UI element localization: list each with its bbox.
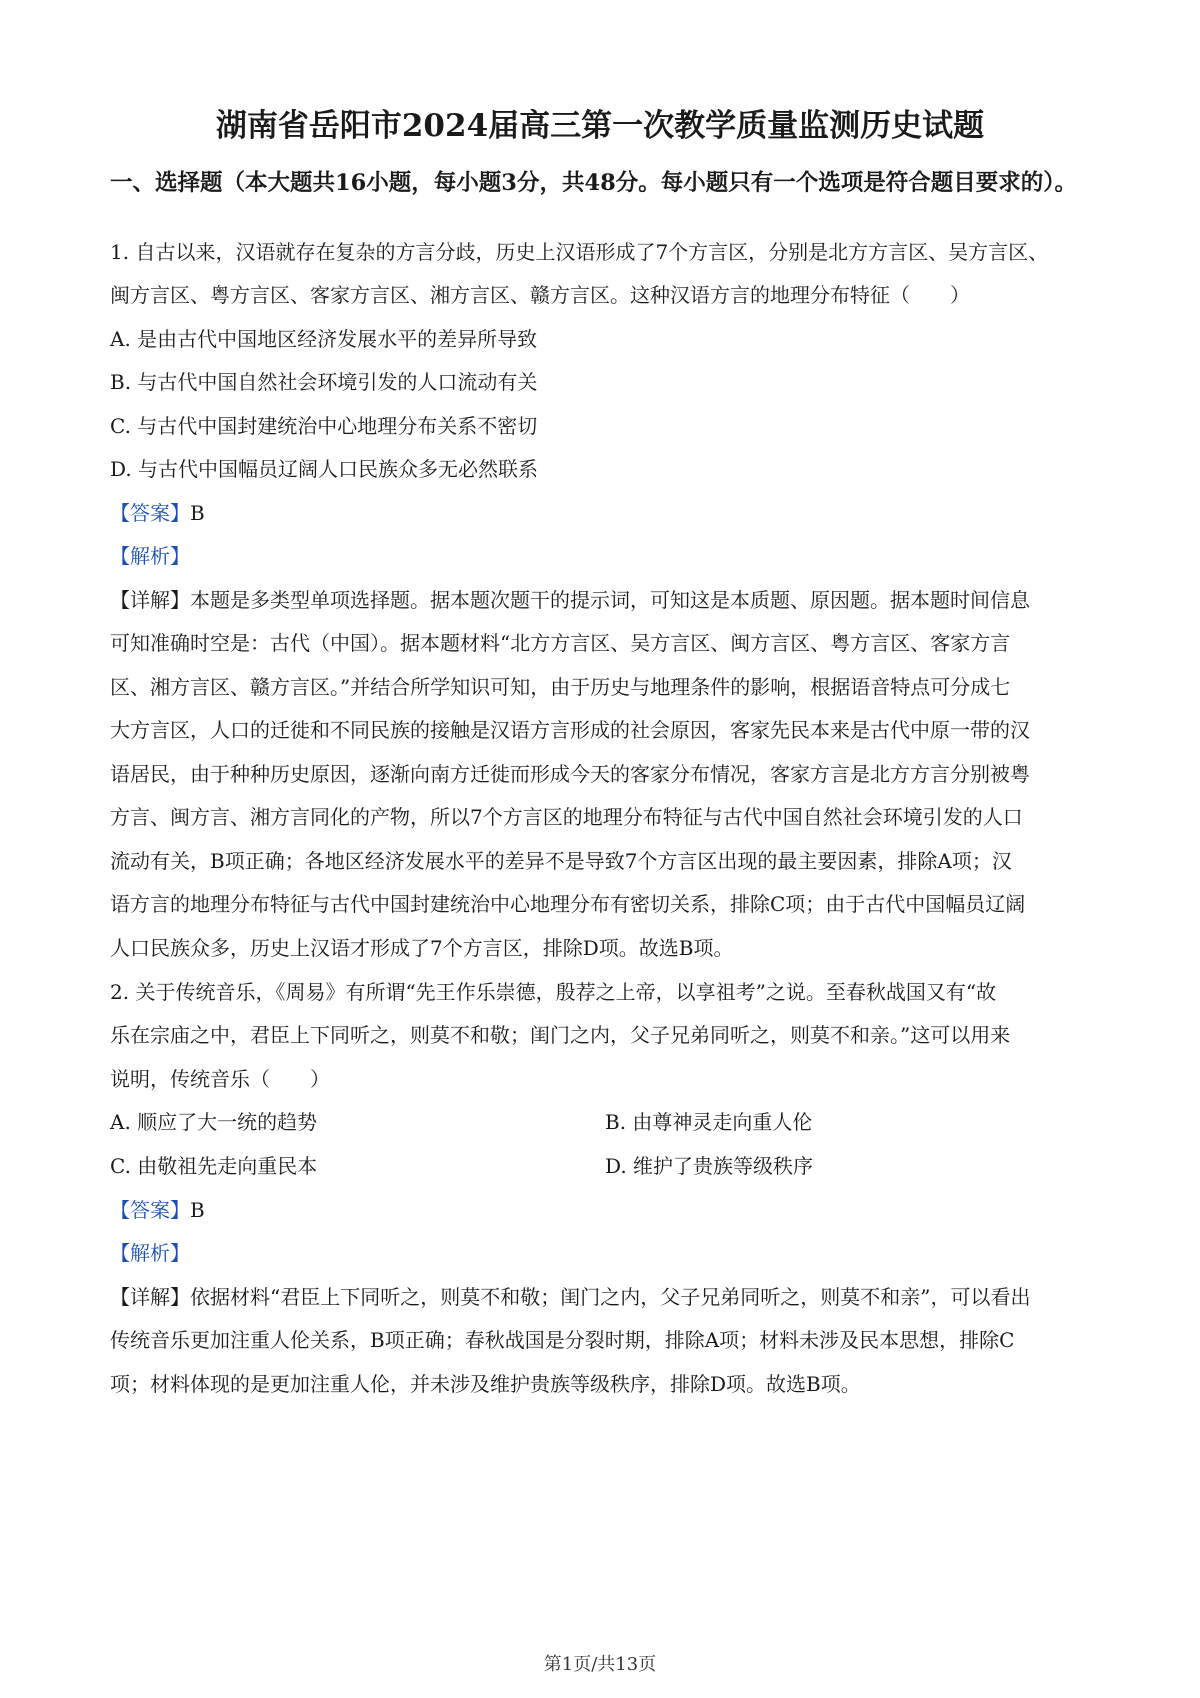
analysis-tag: 【解析】 [110,1241,190,1265]
q1-detail-line: 语方言的地理分布特征与古代中国封建统治中心地理分布有密切关系，排除C项；由于古代中国幅员辽阔 [110,892,1026,916]
q2-analysis-tag [110,1238,190,1268]
q1-detail-line: 方言、闽方言、湘方言同化的产物，所以7个方言区的地理分布特征与古代中国自然社会环境引发的人口 [110,805,1023,829]
q1-detail-line: 流动有关，B项正确；各地区经济发展水平的差异不是导致7个方言区出现的最主要因素，排除A项；汉 [110,849,1012,873]
q1-detail-line: 可知准确时空是：古代（中国）。据本题材料“北方方言区、吴方言区、闽方言区、粤方言区、客家方言 [110,631,1011,655]
q1-detail-line: 语居民，由于种种历史原因，逐渐向南方迁徙而形成今天的客家分布情况，客家方言是北方方言分别被粤 [110,762,1030,786]
q1-option-b: B. 与古代中国自然社会环境引发的人口流动有关 [110,370,538,394]
q1-option-d: D. 与古代中国幅员辽阔人口民族众多无必然联系 [110,457,539,481]
page-title: 湖南省岳阳市2024届高三第一次教学质量监测历史试题 [215,108,985,144]
q2-option-b: B. 由尊神灵走向重人伦 [605,1110,813,1134]
q1-option-a: A. 是由古代中国地区经济发展水平的差异所导致 [110,327,538,351]
q2-detail-line: 项；材料体现的是更加注重人伦，并未涉及维护贵族等级秩序，排除D项。故选B项。 [110,1372,861,1396]
page-footer: 第1页/共13页 [543,1654,657,1675]
section-heading: 一、选择题（本大题共16小题，每小题3分，共48分。每小题只有一个选项是符合题目要求的）。 [110,170,1078,196]
q2-answer [110,1195,205,1225]
q2-stem-line: 2. 关于传统音乐，《周易》有所谓“先王作乐崇德，殷荐之上帝，以享祖考”之说。至春秋战国又有“故 [110,980,997,1004]
analysis-tag: 【解析】 [110,544,190,568]
answer-tag: 【答案】 [110,501,190,525]
q2-option-c: C. 由敬祖先走向重民本 [110,1154,318,1178]
q1-stem-line: 1. 自古以来，汉语就存在复杂的方言分歧，历史上汉语形成了7个方言区，分别是北方方言区、吴方言区、 [110,240,1049,264]
answer-value: B [190,1198,205,1222]
detail-tag: 【详解】 [110,588,190,612]
q2-stem-line: 说明，传统音乐（ ） [110,1067,330,1091]
q1-stem-line: 闽方言区、粤方言区、客家方言区、湘方言区、赣方言区。这种汉语方言的地理分布特征（ ） [110,283,970,307]
detail-text: 依据材料“君臣上下同听之，则莫不和敬；闺门之内，父子兄弟同听之，则莫不和亲”，可以看出 [190,1285,1031,1309]
q2-option-a: A. 顺应了大一统的趋势 [110,1110,318,1134]
answer-value: B [190,501,205,525]
q2-detail-line [110,1282,1030,1312]
answer-tag: 【答案】 [110,1198,190,1222]
detail-text: 本题是多类型单项选择题。据本题次题干的提示词，可知这是本质题、原因题。据本题时间信息 [190,588,1030,612]
q1-analysis-tag [110,541,190,571]
q1-detail-line [110,585,1030,615]
q1-answer [110,498,205,528]
q1-detail-line: 大方言区，人口的迁徙和不同民族的接触是汉语方言形成的社会原因，客家先民本来是古代中原一带的汉 [110,718,1030,742]
q1-detail-line: 人口民族众多，历史上汉语才形成了7个方言区，排除D项。故选B项。 [110,936,734,960]
q1-option-c: C. 与古代中国封建统治中心地理分布关系不密切 [110,414,538,438]
q2-detail-line: 传统音乐更加注重人伦关系，B项正确；春秋战国是分裂时期，排除A项；材料未涉及民本思想，排除C [110,1328,1015,1352]
q2-option-d: D. 维护了贵族等级秩序 [605,1154,814,1178]
q2-stem-line: 乐在宗庙之中，君臣上下同听之，则莫不和敬；闺门之内，父子兄弟同听之，则莫不和亲。”这可以用来 [110,1023,1011,1047]
q1-detail-line: 区、湘方言区、赣方言区。”并结合所学知识可知，由于历史与地理条件的影响，根据语音特点可分成七 [110,675,1011,699]
detail-tag: 【详解】 [110,1285,190,1309]
